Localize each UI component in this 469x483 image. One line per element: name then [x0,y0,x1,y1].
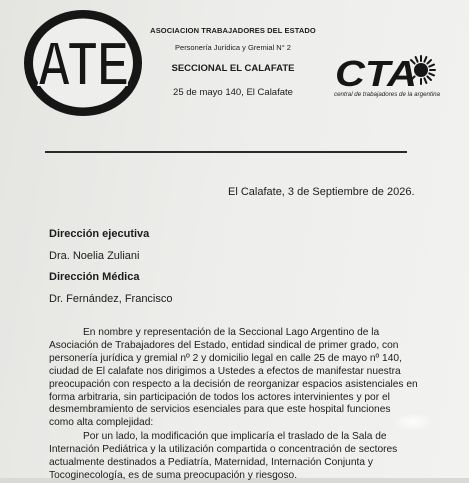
paragraph-line: desmembramiento de servicios esenciales para que este hospital funciones [49,404,391,416]
cta-logo-text: CTA [335,53,417,94]
letterhead-header [148,24,318,97]
addressee-title: Dirección ejecutiva [49,228,150,240]
cta-logo-emblem [333,53,437,94]
paragraph-line: forma arbitraria, sin participación de todos los actores intervinientes y por el [49,391,390,403]
date-line: El Calafate, 3 de Septiembre de 2026. [228,186,415,198]
paper-smudge [393,413,433,431]
addressee-person: Dra. Noelia Zuliani [49,250,140,262]
organization-address: 25 de mayo 140, El Calafate [173,86,293,98]
paragraph-line: como alta complejidad: [49,417,154,429]
section-name: SECCIONAL EL CALAFATE [171,63,295,74]
paragraph-line: Asociación de Trabajadores del Estado, entidad sindical de primer grado, con [49,339,399,351]
paragraph-line: Internación Pediátrica y la utilización compartida o concentración de sectores [49,443,398,455]
organization-name: ASOCIACION TRABAJADORES DEL ESTADO [150,26,316,35]
paragraph-line: preocupación con respecto a la decisión de reorganizar espacios asistenciales en [49,378,418,390]
body-paragraph-1 [49,327,427,430]
ate-logo-text: ATE [37,30,129,99]
ate-logo-emblem [22,8,144,118]
paragraph-line: Tocoginecología, es de suma preocupación y riesgoso. [49,469,298,481]
paragraph-line: actualmente destinados a Pediatría, Maternidad, Internación Conjunta y [49,456,373,468]
header-divider [45,151,407,153]
body-paragraph-2 [49,431,427,483]
ate-logo [22,8,144,118]
cta-logo [333,53,437,94]
legal-status: Personería Jurídica y Gremial N° 2 [175,42,291,52]
paragraph-line: Por un lado, la modificación que implicaría el traslado de la Sala de [83,431,387,442]
addressee-title: Dirección Médica [49,271,140,283]
paragraph-line: ciudad de El calafate nos dirigimos a Ustedes a efectos de manifestar nuestra [49,365,401,377]
paragraph-line: personería jurídica y gremial nº 2 y domicilio legal en calle 25 de mayo nº 140, [49,352,402,364]
paragraph-line: En nombre y representación de la Seccional Lago Argentino de la [83,327,380,338]
cta-caption: central de trabajadores de la argentina [334,91,440,98]
addressee-person: Dr. Fernández, Francisco [49,293,173,305]
